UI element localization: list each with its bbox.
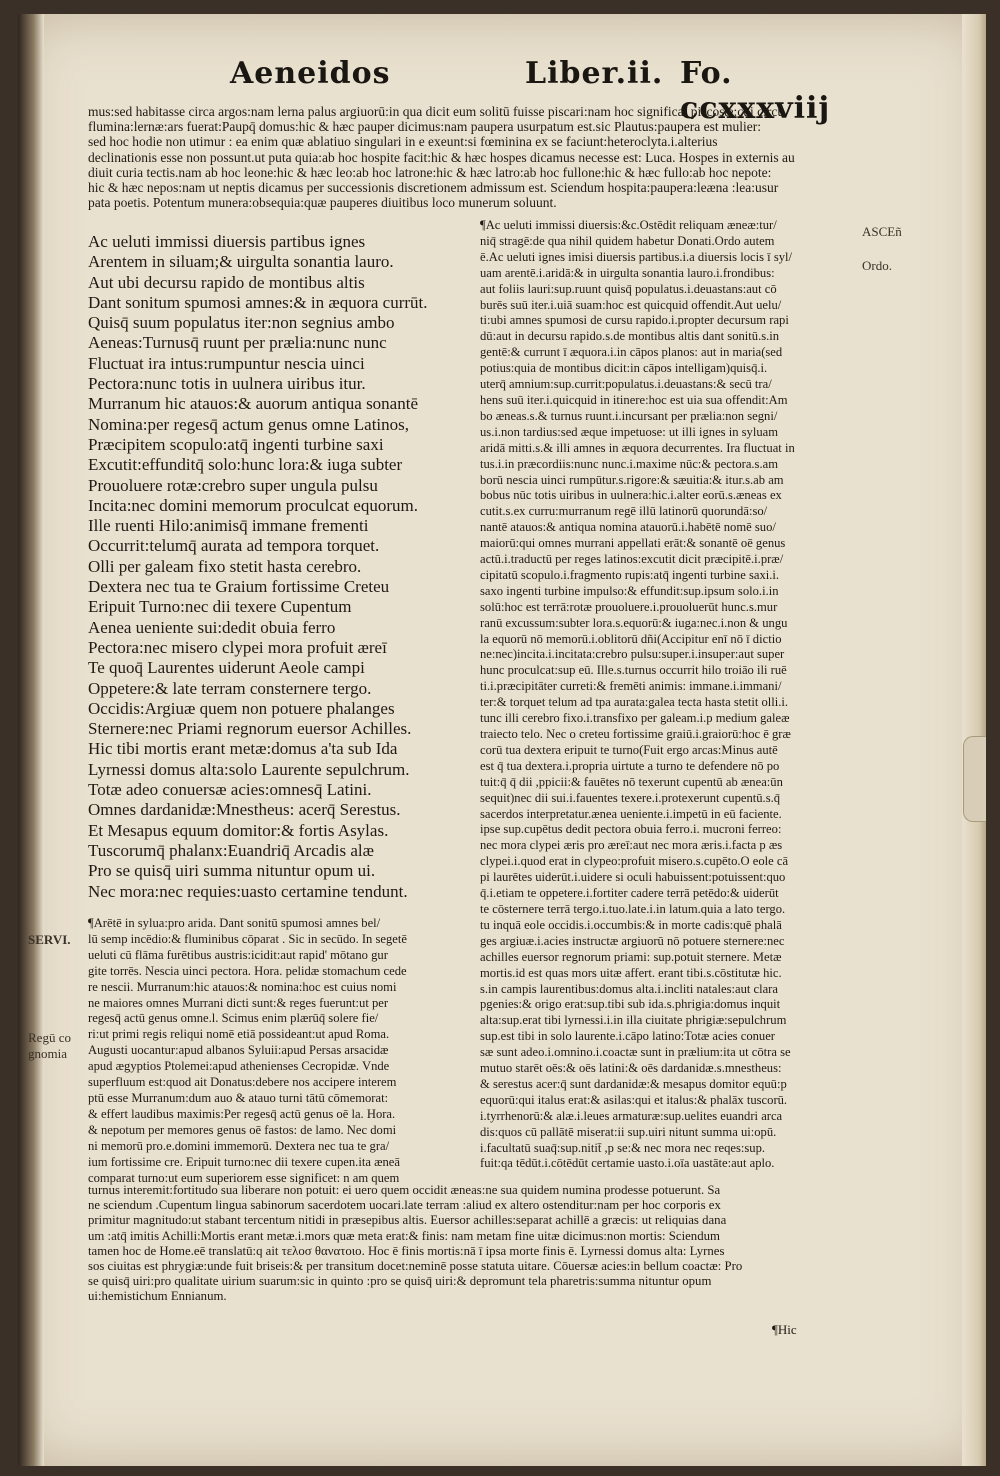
commentary-line: potius:quia de montibus dicit:in cāpos intelligam)quisq̄.i. [480,361,768,376]
commentary-line: sup.est tibi in solo laurente.i.cāpo latino:Totæ acies conuer [480,1029,775,1044]
commentary-line: bobus nūc totis uiribus in uulnera:hic.i.alter eorū.s.æneas ex [480,488,782,503]
commentary-line: traiecto telo. Nec o creteu fortissime graiū.i.graiorū:hoc ē græ [480,727,791,741]
servius-line: ium fortissime cre. Eripuit turno:nec dii texere cupen.ita æneā [88,1154,400,1169]
commentary-line: achilles euersor regnorum priami: sup.potuit sternere. Metæ [480,949,782,964]
verse-line: Nomina:per regesq̄ actum genus omne Latinos, [88,414,410,434]
page-tab [963,736,986,822]
bottom-line: um :atq̄ imitis Achilli:Mortis erant metæ.i.mors quæ meta erat:& finis: nam metam fine uitæ dicimus:non mortis: Sciendum [88,1228,720,1243]
verse-line: Sternere:nec Priami regnorum euersor Achilles. [88,719,412,739]
commentary-line: solū:hoc est terrā:rotæ prouoluere.i.prouoluerūt hunc.s.mur [480,599,778,614]
commentary-line: pgenies:& origo erat:sup.tibi sub ida.s.phrigia:domus inquit [480,997,781,1012]
commentary-line: dū:aut in decursu rapido.s.de montibus altis dant sonitū.s.in [480,329,780,344]
margin-note-gnomia: gnomia [28,1046,67,1061]
catchword: ¶Hic [772,1322,797,1337]
verse-line: Hic tibi mortis erant metæ:domus a'ta sub Ida [88,739,398,759]
commentary-line: q̄.i.etiam te oppetere.i.fortiter cadere terrā petēdo:& uiderūt [480,886,779,901]
commentary-line: niq̄ stragē:de qua nihil quidem habetur Donati.Ordo autem [480,233,775,248]
commentary-line: clypei.i.quod erat in clypeo:profuit misero.s.cupēto.O eole cā [480,854,789,869]
intro-line: diuit curia tectis.nam ab hoc leone:hic & hæc leo:ab hoc latrone:hic & hæc latro:ab hoc fullone:hic & hæc fullo:ab hoc nepote: [88,164,772,180]
verse-line: Ille ruenti Hilo:animisq̄ immane frementi [88,516,369,536]
verse-line: Murranum hic atauos:& auorum antiqua sonantē [88,394,418,414]
commentary-line: i.facultatū suaq̄:sup.nitit̄ ,p se:& nec mora nec reqes:sup. [480,1140,766,1155]
margin-note-regum: Regū co [28,1030,71,1045]
commentary-line: te cōsternere terrā tergo.i.tuo.late.i.in latum.quia a lato tergo. [480,901,786,916]
servius-line: Augusti uocantur:apud albanos Syluii:apud Persas arsacidæ [88,1043,389,1058]
page-gutter [18,14,44,1466]
commentary-line: i.tyrrhenorū:& alæ.i.leues armaturæ:sup.uelites euandri arca [480,1108,783,1123]
commentary-line: uterq̄ amnium:sup.currit:populatus.i.deuastans:& secū tra/ [480,377,772,392]
commentary-line: mutuo starēt oēs:& oēs latini:& oēs dardanidæ.s.mnestheus: [480,1061,782,1076]
verse-line: Tuscorumq̄ phalanx:Euandriq̄ Arcadis alæ [88,840,374,860]
verse-line: Eripuit Turno:nec dii texere Cupentum [88,597,352,617]
bottom-line: turnus interemit:fortitudo sua liberare non potuit: ei uero quem occidit æneas:ne sua quidem numina prodesse potuerunt. Sa [88,1183,721,1197]
servius-line: superfluum est:quod ait Donatus:debere nos accipere interem [88,1075,397,1090]
intro-line: declinationis esse non possunt.ut puta quia:ab hoc hospite facit:hic & hæc hospes dicamus necesse est: Luca. Hospes in externis au [88,149,795,165]
commentary-line: dis:quos cū pallātē miserat:ii sup.uiri nitunt summa ui:opū. [480,1124,777,1139]
servius-line: ri:ut primi regis reliqui nomē etiā possideant:ut apud Roma. [88,1027,390,1042]
commentary-line: & serestus acer:q̄ sunt dardanidæ:& mesapus domitor equū:p [480,1076,787,1091]
verse-line: Occurrit:telumq̄ aurata ad tempora torquet. [88,536,380,556]
commentary-line: s.in campis laurentibus:domus alta.i.incliti natales:aut clara [480,981,778,996]
servius-line: comparat turno:ut eum superiorem esse significet: n am quem [88,1170,400,1185]
bottom-line: se quisq̄ uiri:pro qualitate uirium suarum:sic in quinto :pro se quisq̄ uiri:& depromunt tela pharetris:summa nituntur opum [88,1274,712,1289]
bottom-line: ui:hemistichum Ennianum. [88,1289,227,1304]
servius-line: lū semp incēdio:& fluminibus cōparat . Sic in secūdo. In segetē [88,931,407,946]
commentary-line: tu inquā eole occidis.i.occumbis:& in morte cadis:quē phalā [480,917,782,932]
verse-line: Aenea ueniente sui:dedit obuia ferro [88,617,336,637]
verse-line: Ac ueluti immissi diuersis partibus ignes [88,232,366,251]
intro-commentary [88,104,856,210]
bottom-line: tamen hoc de Home.eē translatū:q ait τελοσ θανατοιο. Hoc ē finis mortis:nā ī ipsa morte finis ē. Lyrnessi domus alta: Lyrnes [88,1243,725,1258]
verse-line: Prouoluere rotæ:crebro super ungula pulsu [88,475,378,495]
verse-line: Pro se quisq̄ uiri summa nituntur opum ui. [88,861,376,881]
margin-note-ordo: Ordo. [862,258,892,273]
commentary-line: ne:nec)incita.i.incitata:crebro pulsu:super.i.insuper:aut super [480,647,785,662]
intro-line: sed hoc hodie non utimur : ea enim quæ ablatiuo singulari in e exeunt:si fœminina ex se faciunt:heteroclyta.i.alterius [88,134,718,150]
commentary-line: sacerdos interpretatur.ænea ueniente.i.impetū in eū faciente. [480,806,782,821]
commentary-line: borū nescia uinci rumpūtur.s.rigore:& sæuitia:& itur.s.ab am [480,472,784,487]
bottom-line: primitur magnitudo:ut stabant tercentum nitidi in præsepibus altis. Euersor achilles:separat achillē a græcis: ut reliquias dana [88,1213,727,1228]
commentary-line: mortis.id est quas mors uitæ affert. erant tibi.s.cōstitutæ hic. [480,965,782,980]
servius-line: regesq̄ actū genus omne.l. Scimus enim plærūq̄ solere fie/ [88,1011,379,1026]
commentary-line: tuit:q̄ q̄ dii ,ppicii:& fauētes nō texerunt cupentū ab ænea:ūn [480,774,783,789]
verse-line: Incita:nec domini memorum proculcat equorum. [88,495,418,515]
commentary-line: corū tua dextera eripuit te turno(Fuit ergo arcas:Minus autē [480,742,778,757]
commentary-line: fuit:qa tēdūt.i.cōtēdūt certamie uasto.i.oīa uastāte:aut aplo. [480,1156,775,1171]
commentary-line: ipse sup.cupētus dedit pectora obuia ferro.i. mucroni ferreo: [480,822,782,837]
header-folio: Fo. ccxxxviij [680,56,831,126]
verse-line: Oppetere:& late terram consternere tergo. [88,678,372,698]
commentary-line: aridā mitti.s.& illi amnes in æquora decurrentes. Ira fluctuat in [480,440,795,455]
commentary-line: ter:& torquet telum ad tpa aurata:galea tecta hasta stetit olli.i. [480,695,789,710]
verse-line: Pectora:nec misero clypei mora profuit æreī [88,637,387,657]
commentary-line: maiorū:qui omnes murrani appellati erāt:& sonantē oē genus [480,536,786,551]
commentary-line: sequit)nec dii sui.i.fauentes texere.i.protexerunt cupentū.s.q̄ [480,790,781,805]
verse-line: Pectora:nunc totis in uulnera uiribus itur. [88,374,366,394]
commentary-line: tunc illi cerebro fixo.i.transfixo per galeam.i.p medium galeæ [480,711,790,726]
commentary-line: sæ sunt adeo.i.omnino.i.coactæ sunt in prælium:ita ut cōtra se [480,1045,791,1060]
commentary-line: us.i.non tardius:sed æque impetuose: ut illi ignes in syluam [480,424,779,439]
commentary-line: ti.i.præcipitāter curreti:& fremēti animis: immane.i.immani/ [480,679,782,694]
commentary-line: hunc proculcat:sup eū. Ille.s.turnus occurrit hilo troiāo ili ruē [480,663,787,678]
verse-line: Fluctuat ira intus:rumpuntur nescia uinci [88,353,365,373]
bottom-line: sos ciuitas est phrygiæ:unde fuit briseis:& per transitum docet:neminē posse statuta uitare. Cōuersæ acies:in bellum coactæ: Pro [88,1259,743,1274]
commentary-line: ti:ubi amnes spumosi de cursu rapido.i.propter decursum rapi [480,313,789,328]
commentary-line: ges argiuæ.i.acies instructæ argiuorū nō potuere sternere:nec [480,933,785,948]
servius-line: ¶Arētē in sylua:pro arida. Dant sonitū spumosi amnes bel/ [88,916,381,930]
servius-line: & effert laudibus maximis:Per regesq̄ actū genus oē la. Hora. [88,1106,396,1121]
verse-line: Excutit:effunditq̄ solo:hunc lora:& iuga subter [88,455,403,475]
servius-line: gite torrēs. Nescia uinci pectora. Hora. pelidæ stomachum cede [88,963,407,978]
intro-line: flumina:lernæ:ars fuerat:Paupq̄ domus:hic & hæc pauper dicimus:nam paupera usurpatum est.sic Plautus:paupera est mulier: [88,119,761,135]
commentary-line: ranū excussum:subter lora.s.equorū:& iuga:nec.i.non & ungu [480,615,788,630]
commentary-line: pi laurētes uiderūt.i.uidere si oculi habuissent:potuissent:quo [480,870,786,885]
servius-line: apud ægyptios Ptolemei:apud athenienses Cecropidæ. Vnde [88,1059,390,1074]
servius-line: & nepotum per memores genus oē fastos: de lamo. Nec domi [88,1122,397,1137]
verse-line: Omnes dardanidæ:Mnestheus: acerq̄ Serestus. [88,800,401,820]
verse-line: Præcipitem scopulo:atq̄ ingenti turbine saxi [88,434,384,454]
verse-line: Totæ adeo conuersæ acies:omnesq̄ Latini. [88,780,372,800]
verse-line: Nec mora:nec requies:uasto certamine tendunt. [88,881,408,901]
commentary-line: saxo ingenti turbine impulso:& effundit:sup.ipsum solo.i.in [480,583,779,598]
commentary-line: cutit.s.ex curru:murranum regē illū latinorū quorundā:so/ [480,504,768,519]
header-liber: Liber.ii. [525,56,664,91]
commentary-line: uam arentē.i.aridā:& in uirgulta sonantia lauro.i.frondibus: [480,265,775,280]
verse-line: Dextera nec tua te Graium fortissime Creteu [88,577,390,597]
intro-line: pata poetis. Potentum munera:obsequia:quæ pauperes diuitibus loco munerum soluunt. [88,195,557,211]
verse-text [88,232,468,902]
verse-line: Te quoq̄ Laurentes uiderunt Aeole campi [88,658,365,678]
commentary-line: bo æneas.s.& turnus ruunt.i.incursant per prælia:non segni/ [480,408,778,423]
commentary-line: aut foliis lauri:sup.ruunt quisq̄ populatus.i.deuastans:aut cō [480,281,777,296]
verse-line: Aeneas:Turnusq̄ ruunt per prælia:nunc nunc [88,333,387,353]
bottom-line: ne sciendum .Cupentum lingua sabinorum sacerdotem uocari.late terram :aliud ex altero ostenditur:nam per hoc corporis ex [88,1198,721,1213]
servius-line: re nescii. Murranum:hic atauos:& nomina:hoc est cuius nomi [88,979,397,994]
commentary-line: gentē:& currunt ī æquora.i.in cāpos planos: aut in maria(sed [480,345,783,360]
commentary-line: burēs suū iter.i.uiā suam:hoc est quicquid offendit.Aut uelu/ [480,297,782,312]
commentary-column [480,218,852,1172]
bottom-commentary [88,1183,852,1305]
verse-line: Occidis:Argiuæ quem non potuere phalanges [88,698,395,718]
commentary-line: alta:sup.erat tibi lyrnessi.i.in illa ciuitate phrigiæ:sepulchrum [480,1013,787,1028]
commentary-line: tus.i.in præcordiis:nunc nunc.i.maxime nūc:& pectora.s.am [480,456,778,471]
commentary-line: cipitatū scopulo.i.fragmento rupis:atq̄ ingenti turbine saxi.i. [480,567,780,582]
commentary-line: ¶Ac ueluti immissi diuersis:&c.Ostēdit reliquam æneæ:tur/ [480,218,777,232]
servius-commentary [88,916,460,1186]
commentary-line: ē.Ac ueluti ignes imisi diuersis partibus.i.a diuersis locis ī syl/ [480,249,793,264]
commentary-line: nec mora clypei æris pro æreī:aut nec mora æris.i.facta p æs [480,838,783,853]
header-book-title: Aeneidos [230,56,391,91]
margin-note-servius: SERVI. [28,932,71,947]
servius-line: ni memorū pro.e.domini immemorū. Dextera nec tua te gra/ [88,1138,390,1153]
verse-line: Olli per galeam fixo stetit hasta cerebro. [88,556,362,576]
commentary-line: equorū:qui italus erat:& asilas:qui et italus:& phalāx tuscorū. [480,1092,788,1107]
verse-line: Arentem in siluam;& uirgulta sonantia lauro. [88,252,394,272]
servius-line: ptū esse Murranum:dum auo & atauo turni tātū cōmemorat: [88,1090,389,1105]
commentary-line: est q̄ tua dextera.i.propria uirtute a turno te defendere nō po [480,758,780,773]
verse-line: Quisq̄ suum populatus iter:non segnius ambo [88,313,395,333]
margin-note-ascensius: ASCEñ [862,224,902,239]
commentary-line: nantē atauos:& antiqua nomina atauorū.i.habētē nomē suo/ [480,520,776,535]
intro-line: hic & hæc nepos:nam ut neptis dicamus per successionis discretionem admissum est. Sciendum hospita:paupera:leæna :lea:usur [88,180,779,196]
commentary-line: la equorū nō memorū.i.oblitorū dñi(Accipitur enī nō ī dictio [480,631,782,646]
intro-line: mus:sed habitasse circa argos:nam lerna palus argiuorū:in qua dicit eum solitū fuisse piscari:nam hoc significat piscosæ:cui circū [88,104,785,119]
verse-line: Aut ubi decursu rapido de montibus altis [88,272,365,292]
servius-line: ueluti cū flāma furētibus austris:icidit:aut rapid' mōtano gur [88,947,388,962]
verse-line: Lyrnessi domus alta:solo Laurente sepulchrum. [88,759,410,779]
commentary-line: hens suū iter.i.quicquid in itinere:hoc est uia sua offendit:Am [480,392,788,407]
commentary-line: actū.i.traductū per reges latinos:excutit dicit præcipitē.i.præ/ [480,552,784,567]
verse-line: Dant sonitum spumosi amnes:& in æquora currūt. [88,292,428,312]
servius-line: ne maiores omnes Murrani dicti sunt:& reges fuerunt:ut per [88,995,389,1010]
verse-line: Et Mesapus equum domitor:& fortis Asylas. [88,820,389,840]
